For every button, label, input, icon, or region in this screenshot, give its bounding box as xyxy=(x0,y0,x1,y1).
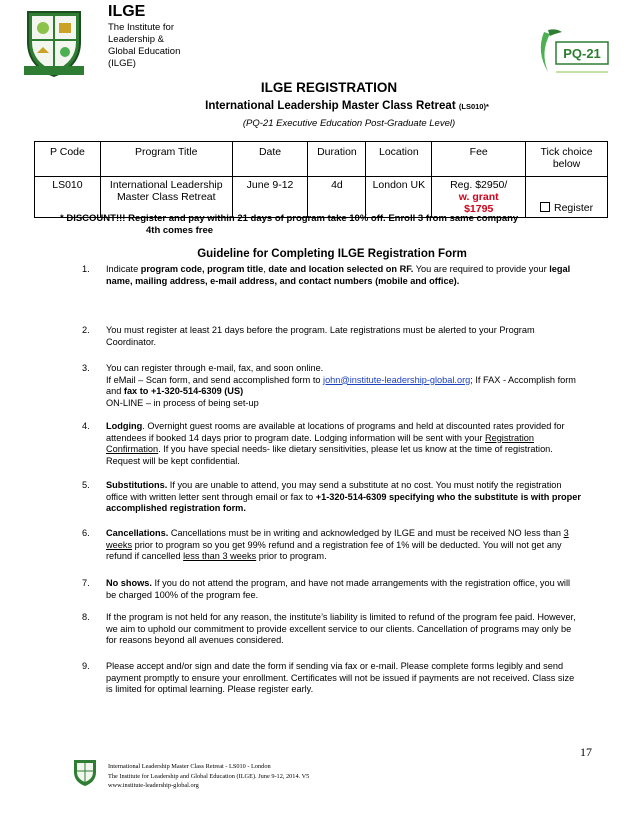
text-segment: If eMail – Scan form, and send accomplished form to xyxy=(106,374,324,385)
fee-grant-label: w. grant xyxy=(458,191,499,203)
program-subtitle-code: (LS010)* xyxy=(458,102,489,111)
text-segment: You can register through e-mail, fax, and soon online. xyxy=(106,363,324,373)
cell-title: International Leadership Master Class Retreat xyxy=(100,177,232,218)
cell-location: London UK xyxy=(366,177,432,218)
list-number: 2. xyxy=(82,325,90,335)
col-header-choice: Tick choice below xyxy=(526,142,608,177)
text-segment: Registration Confirmation xyxy=(106,432,534,455)
fee-regular: Reg. $2950/ xyxy=(450,179,508,191)
list-number: 5. xyxy=(82,480,90,490)
discount-note xyxy=(60,213,590,237)
org-line: Leadership & xyxy=(108,34,164,45)
footer-line: www.institute-leadership-global.org xyxy=(108,782,199,789)
list-item-text xyxy=(106,363,582,409)
discount-line-2: 4th comes free xyxy=(146,225,214,236)
list-item-text xyxy=(106,661,582,696)
list-number: 6. xyxy=(82,528,90,538)
text-segment: . Overnight guest rooms are available at locations of programs and held at discounted rates provided for attendees if booked 14 days prior to program date. Lodging information will be sent with your xyxy=(106,421,565,443)
registration-title: ILGE REGISTRATION xyxy=(260,80,398,95)
list-item-text xyxy=(106,480,582,515)
discount-line-1: * DISCOUNT!!! Register and pay within 21 days of program take 10% off. Enroll 3 from same company xyxy=(60,213,519,224)
org-block xyxy=(108,2,180,70)
list-number: 9. xyxy=(82,661,90,671)
footer-line: International Leadership Master Class Retreat - LS010 - London xyxy=(108,763,271,770)
program-subtitle-text: International Leadership Master Class Retreat xyxy=(205,100,456,112)
page-number: 17 xyxy=(580,745,592,759)
col-header-duration: Duration xyxy=(308,142,366,177)
text-segment: legal name, mailing address, e-mail address, and contact numbers (mobile and office). xyxy=(106,264,571,286)
register-checkbox[interactable] xyxy=(540,202,550,212)
text-segment: less than 3 weeks xyxy=(183,551,257,562)
text-segment: program code, program title xyxy=(140,264,264,274)
cell-date: June 9-12 xyxy=(232,177,308,218)
list-number: 8. xyxy=(82,612,90,622)
list-item-text xyxy=(106,612,582,647)
col-header-pcode: P Code xyxy=(35,142,101,177)
org-line: (ILGE) xyxy=(108,58,136,69)
email-link[interactable]: john@institute-leadership-global.org xyxy=(323,374,471,385)
text-segment: +1-320-514-6309 specifying who the substitute is with proper accomplished registration form. xyxy=(106,491,581,514)
text-segment: Please accept and/or sign and date the form if sending via fax or e-mail. Please complete forms legibly and send payment promptly to ensure your enrollment. Certificates will not be issued if payments are not received. Class size is limited for optimal learning. Please register early. xyxy=(106,661,575,695)
text-segment: If you are unable to attend, you may send a substitute at no cost. You must notify the registration office with written letter sent through email or fax to xyxy=(106,480,562,502)
cell-code: LS010 xyxy=(35,177,101,218)
text-segment: 3 weeks xyxy=(106,528,569,550)
col-header-location: Location xyxy=(366,142,432,177)
text-segment: Cancellations must be in writing and acknowledged by ILGE and must be received NO less than xyxy=(168,528,564,538)
text-segment: ON-LINE – in process of being set-up xyxy=(106,397,259,408)
list-number: 4. xyxy=(82,421,90,431)
list-item-text xyxy=(106,264,582,287)
text-segment: , xyxy=(263,264,269,274)
org-short-name: ILGE xyxy=(108,3,146,20)
list-item-text xyxy=(106,578,582,601)
program-level: (PQ-21 Executive Education Post-Graduate Level) xyxy=(242,118,456,129)
text-segment: Indicate xyxy=(106,264,141,274)
text-segment: Substitutions. xyxy=(106,480,168,490)
text-segment: . If you have special needs- like dietary sensitivities, please let us know at the time of registration. Request will be kept confidential. xyxy=(106,444,553,466)
cell-fee xyxy=(432,177,526,218)
cell-duration: 4d xyxy=(308,177,366,218)
text-segment: prior to program so you get 99% refund and a registration fee of 1% will be deducted. You will not get any refund if cancelled xyxy=(106,539,562,562)
text-segment: ; If FAX - Accomplish form and xyxy=(106,374,576,397)
text-segment: No shows. xyxy=(106,578,152,588)
guideline-title: Guideline for Completing ILGE Registration Form xyxy=(197,248,467,260)
list-number: 7. xyxy=(82,578,90,588)
col-header-fee: Fee xyxy=(432,142,526,177)
org-line: Global Education xyxy=(108,46,181,57)
text-segment: If the program is not held for any reason, the institute’s liability is limited to refund of the program fee paid. However, we aim to uphold our commitment to provide excellent service to our clients. Cancellation of programs may only be for reasons beyond all avenues considered. xyxy=(106,612,576,646)
table-header-row xyxy=(35,142,608,177)
table-row xyxy=(35,177,608,218)
footer-crest-logo xyxy=(72,758,98,788)
ilge-crest-logo xyxy=(22,8,86,80)
text-segment: date and location selected on RF. xyxy=(268,264,414,274)
footer-line: The Institute for Leadership and Global Education (ILGE). June 9-12, 2014. V5 xyxy=(108,772,310,780)
text-segment: prior to program. xyxy=(256,551,327,562)
list-number: 3. xyxy=(82,363,90,373)
text-segment: Lodging xyxy=(106,421,143,431)
text-segment: If you do not attend the program, and have not made arrangements with the registration office, you will be charged 100% of the program fee. xyxy=(106,578,571,600)
col-header-title: Program Title xyxy=(100,142,232,177)
pq21-logo xyxy=(534,22,610,80)
org-line: The Institute for xyxy=(108,22,175,33)
pq21-logo-text: PQ-21 xyxy=(563,46,601,61)
fee-grant-amount: $1795 xyxy=(464,203,494,215)
program-subtitle xyxy=(0,100,638,112)
cell-choice xyxy=(526,177,608,218)
list-item-text xyxy=(106,325,582,348)
text-segment: fax to +1-320-514-6309 (US) xyxy=(123,386,244,397)
list-number: 1. xyxy=(82,264,90,274)
program-table xyxy=(34,141,608,218)
list-item-text xyxy=(106,421,582,467)
text-segment: You are required to provide your xyxy=(413,264,550,274)
col-header-date: Date xyxy=(232,142,308,177)
text-segment: Cancellations. xyxy=(106,528,169,538)
list-item-text xyxy=(106,528,582,563)
footer xyxy=(108,762,309,791)
register-label: Register xyxy=(553,202,594,214)
text-segment: You must register at least 21 days before the program. Late registrations must be alerted to your Program Coordinator. xyxy=(106,325,535,347)
